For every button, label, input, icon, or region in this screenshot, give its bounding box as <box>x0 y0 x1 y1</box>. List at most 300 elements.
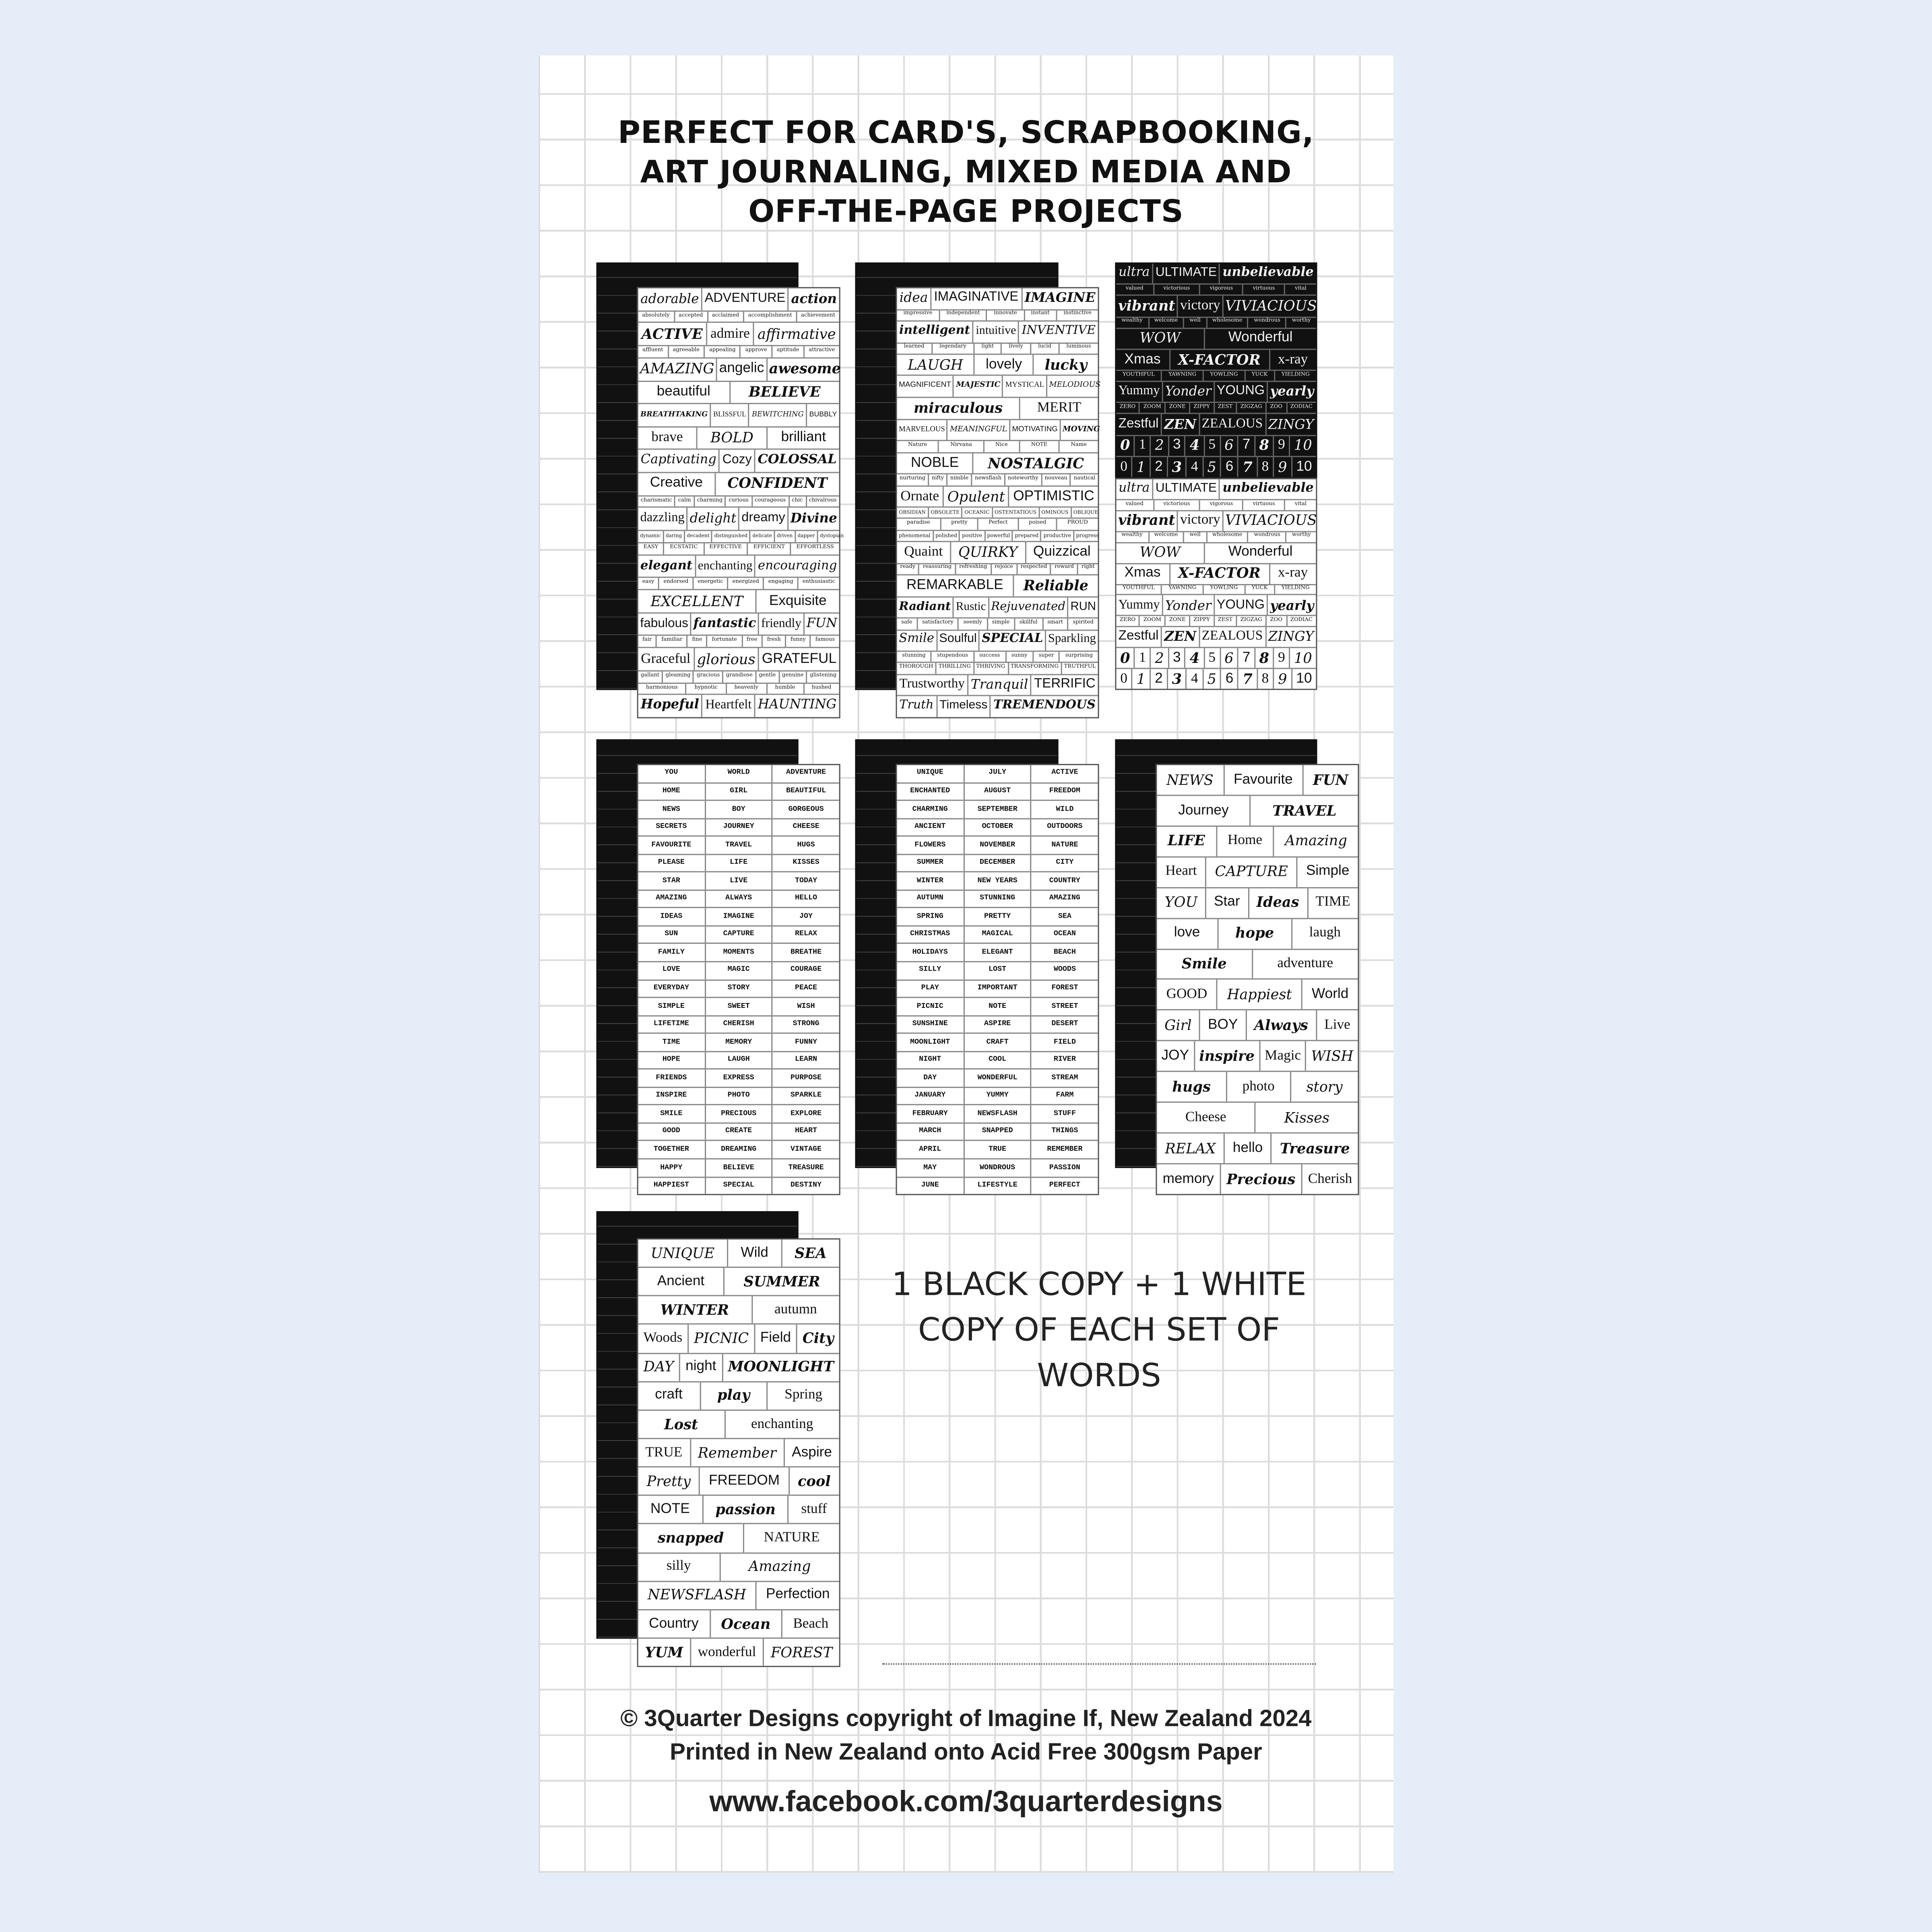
word-sticker: Cozy <box>720 450 755 472</box>
word-sticker: hugs <box>1157 1072 1227 1102</box>
word-sticker: fresh <box>763 636 786 647</box>
word-sticker: sunny <box>1006 652 1034 662</box>
word-sticker: BREATHTAKING <box>638 404 711 426</box>
word-row <box>897 442 1098 453</box>
word-row <box>638 1016 839 1034</box>
word-sticker: stuff <box>801 1502 827 1517</box>
word-sticker: LIFE <box>1157 827 1217 856</box>
word-row <box>897 310 1098 322</box>
word-row <box>1116 596 1316 617</box>
word-sticker: FOREST <box>1051 983 1078 992</box>
word-row <box>638 381 839 404</box>
word-sticker: ELEGANT <box>964 944 1032 961</box>
word-sticker: reassuring <box>920 564 956 574</box>
word-row <box>638 891 839 909</box>
word-sticker: NOTE <box>1020 442 1060 452</box>
word-sticker: Ancient <box>638 1268 725 1295</box>
word-sticker: IMAGINE <box>1024 290 1096 306</box>
word-sticker: stupendous <box>932 652 974 662</box>
word-sticker: Truth <box>897 697 937 717</box>
word-sticker: laugh <box>1309 925 1341 941</box>
word-sticker: 9 <box>1274 648 1290 668</box>
word-sticker: SIMPLE <box>638 998 706 1015</box>
word-sticker: play <box>700 1382 768 1410</box>
word-row <box>897 576 1098 597</box>
word-sticker: BLISSFUL <box>711 404 750 426</box>
word-sticker: affirmative <box>758 325 836 343</box>
word-sticker: independent <box>940 310 987 320</box>
word-row <box>897 1016 1098 1034</box>
word-sticker: Amazing <box>1285 832 1347 850</box>
word-sticker: polished <box>933 531 960 541</box>
word-sticker: Quizzical <box>1033 545 1091 559</box>
word-row <box>1116 371 1316 382</box>
word-sticker: Wild <box>728 1240 782 1267</box>
word-sticker: NEWS <box>638 801 706 817</box>
word-sticker: friendly <box>759 613 805 635</box>
facebook-url[interactable]: www.facebook.com/3quarterdesigns <box>709 1785 1223 1819</box>
word-sticker: ANCIENT <box>897 819 964 836</box>
word-sticker: ZOO <box>1267 617 1287 626</box>
word-row <box>1116 296 1316 318</box>
word-sticker: JOURNEY <box>706 819 773 836</box>
word-row <box>1157 1103 1358 1133</box>
word-sticker: chivalrous <box>809 497 837 504</box>
sticker-sheet-6-white <box>1156 764 1359 1195</box>
word-sticker: enthusiastic <box>802 579 835 586</box>
word-sticker: TOGETHER <box>638 1141 706 1158</box>
word-sticker: NEWSFLASH <box>964 1106 1032 1122</box>
word-row <box>897 783 1098 801</box>
word-row <box>638 613 839 636</box>
word-sticker: WOW <box>1116 543 1205 563</box>
word-sticker: REMEMBER <box>1047 1144 1083 1154</box>
word-row <box>897 944 1098 962</box>
word-sticker: Nirvana <box>939 442 985 452</box>
word-row <box>897 355 1098 376</box>
word-sticker: vital <box>1295 501 1307 507</box>
word-sticker: 4 <box>1187 669 1203 689</box>
word-sticker: LEARN <box>795 1055 817 1064</box>
word-sticker: ULTIMATE <box>1153 479 1220 499</box>
word-sticker: fortunate <box>708 636 742 647</box>
word-sticker: courageous <box>752 496 789 507</box>
word-sticker: noteworthy <box>1005 475 1042 485</box>
word-sticker: SUMMER <box>897 855 964 871</box>
word-sticker: STORY <box>706 980 773 997</box>
word-sticker: wealthy <box>1116 532 1149 542</box>
word-row <box>897 1106 1098 1124</box>
word-sticker: JUNE <box>897 1177 964 1194</box>
word-sticker: SEA <box>1058 911 1071 921</box>
word-sticker: JANUARY <box>897 1088 964 1104</box>
word-sticker: valued <box>1116 285 1154 295</box>
word-sticker: well <box>1184 317 1207 327</box>
word-sticker: JULY <box>964 765 1032 782</box>
word-sticker: Sparkling <box>1048 632 1096 646</box>
word-sticker: DAY <box>897 1070 964 1086</box>
word-row <box>897 855 1098 873</box>
word-sticker: spirited <box>1073 619 1094 626</box>
word-sticker: IDEAS <box>638 908 706 925</box>
word-sticker: FLOWERS <box>897 837 964 853</box>
word-row <box>638 1160 839 1178</box>
word-row <box>638 1496 839 1525</box>
word-sticker: action <box>791 291 837 307</box>
word-sticker: Hopeful <box>638 696 703 717</box>
word-sticker: admire <box>707 323 754 345</box>
word-sticker: ZEN <box>1162 415 1200 435</box>
word-row <box>897 1052 1098 1070</box>
word-row <box>1157 857 1358 888</box>
word-sticker: FUN <box>806 616 837 631</box>
word-row <box>897 765 1098 783</box>
word-sticker: PHOTO <box>706 1088 773 1104</box>
word-sticker: YUMMY <box>964 1088 1032 1104</box>
word-sticker: Live <box>1324 1018 1350 1033</box>
word-row <box>638 908 839 927</box>
word-sticker: NOTE <box>638 1496 703 1523</box>
word-sticker: 9 <box>1274 669 1292 689</box>
word-sticker: JOY <box>799 911 813 921</box>
word-row <box>638 783 839 801</box>
word-sticker: ZOO <box>1267 403 1287 413</box>
word-sticker: vibrant <box>1116 296 1178 316</box>
word-sticker: ACTIVE <box>1051 768 1078 777</box>
word-sticker: DECEMBER <box>964 855 1032 871</box>
word-sticker: YOUNG <box>1215 382 1268 402</box>
word-sticker: FIELD <box>1053 1037 1076 1046</box>
word-sticker: 2 <box>1151 436 1169 456</box>
word-sticker: YOUTHFUL <box>1116 371 1162 381</box>
word-sticker: Captivating <box>638 450 720 472</box>
word-sticker: MARCH <box>897 1124 964 1140</box>
word-sticker: nautical <box>1073 475 1096 482</box>
sticker-sheet-1-white <box>637 287 844 718</box>
word-sticker: TRANSFORMING <box>1009 663 1062 673</box>
word-sticker: charismatic <box>638 496 676 507</box>
word-sticker: Quaint <box>897 542 951 563</box>
word-row <box>638 671 839 683</box>
word-sticker: FEBRUARY <box>897 1106 964 1122</box>
word-row <box>1157 919 1358 949</box>
word-sticker: Amazing <box>748 1558 811 1575</box>
word-sticker: Opulent <box>944 486 1010 507</box>
word-row <box>1116 403 1316 415</box>
word-sticker: FOREST <box>770 1643 832 1661</box>
word-sticker: YUM <box>638 1639 691 1666</box>
word-sticker: Divine <box>790 510 837 527</box>
word-sticker: craft <box>638 1382 701 1410</box>
word-sticker: SUNSHINE <box>897 1016 964 1032</box>
word-sticker: photo <box>1227 1072 1291 1102</box>
word-sticker: 2 <box>1151 457 1168 477</box>
word-row <box>897 475 1098 486</box>
word-sticker: yearly <box>1270 597 1314 613</box>
word-sticker: Home <box>1217 827 1274 856</box>
word-sticker: ZIPPY <box>1190 617 1214 626</box>
word-sticker: 7 <box>1238 436 1255 456</box>
word-sticker: STUFF <box>1053 1108 1076 1118</box>
word-row <box>638 1325 839 1354</box>
word-sticker: gentle <box>756 671 779 682</box>
word-sticker: miraculous <box>897 398 1021 419</box>
word-sticker: GORGEOUS <box>788 804 824 813</box>
word-row <box>1116 479 1316 500</box>
word-row <box>897 1141 1098 1160</box>
word-sticker: STUNNING <box>964 891 1032 907</box>
word-sticker: Aspire <box>792 1445 832 1460</box>
word-sticker: 3 <box>1169 648 1186 668</box>
word-sticker: Always <box>1247 1011 1317 1040</box>
word-row <box>897 453 1098 475</box>
word-sticker: OMINOUS <box>1040 508 1071 518</box>
headline-line-1: PERFECT FOR CARD'S, SCRAPBOOKING, <box>618 114 1314 151</box>
copy-note <box>882 1263 1316 1400</box>
word-sticker: RIVER <box>1053 1055 1076 1064</box>
word-sticker: WOW <box>1116 328 1205 349</box>
word-row <box>1116 382 1316 403</box>
word-row <box>638 636 839 648</box>
word-sticker: EXPLORE <box>790 1108 822 1118</box>
word-row <box>638 1411 839 1439</box>
word-sticker: progress <box>1076 532 1099 538</box>
sticker-sheet-5-white <box>896 764 1099 1195</box>
word-sticker: WISH <box>797 1001 815 1010</box>
word-sticker: QUIRKY <box>951 542 1026 563</box>
word-sticker: ZEALOUS <box>1199 627 1266 647</box>
word-sticker: THINGS <box>1051 1127 1078 1135</box>
word-row <box>638 1354 839 1382</box>
word-sticker: Yummy <box>1116 382 1163 402</box>
word-sticker: surprising <box>1065 653 1093 659</box>
word-sticker: ZERO <box>1116 617 1140 626</box>
word-sticker: UNIQUE <box>638 1240 729 1267</box>
word-sticker: JOY <box>1157 1042 1195 1071</box>
word-row <box>1157 888 1358 919</box>
word-sticker: YOUTHFUL <box>1116 585 1162 594</box>
word-sticker: gracious <box>694 671 724 682</box>
word-sticker: Cherish <box>1308 1171 1352 1186</box>
word-row <box>638 1525 839 1553</box>
word-row <box>638 648 839 671</box>
word-row <box>638 801 839 819</box>
word-sticker: 6 <box>1222 457 1238 477</box>
word-sticker: 10 <box>1296 459 1312 474</box>
word-sticker: THRIVING <box>974 663 1008 673</box>
word-sticker: PICNIC <box>689 1325 755 1352</box>
word-sticker: inspire <box>1195 1042 1260 1071</box>
word-sticker: right <box>1081 565 1095 571</box>
word-sticker: 10 <box>1296 671 1312 686</box>
word-sticker: SILLY <box>897 962 964 979</box>
word-row <box>638 1468 839 1496</box>
word-sticker: unbelievable <box>1222 265 1314 281</box>
word-sticker: innovate <box>988 310 1025 320</box>
word-sticker: MELODIOUS <box>1049 381 1101 390</box>
word-sticker: SPECIAL <box>706 1177 773 1194</box>
word-sticker: NATURE <box>764 1530 820 1546</box>
word-sticker: AMAZING <box>638 358 717 380</box>
word-row <box>1116 511 1316 532</box>
word-sticker: WONDERFUL <box>964 1070 1032 1086</box>
word-sticker: CONFIDENT <box>727 475 828 492</box>
word-row <box>1116 585 1316 596</box>
word-row <box>1157 1133 1358 1164</box>
word-sticker: energized <box>729 578 764 589</box>
word-row <box>1157 765 1358 796</box>
word-sticker: agreeable <box>669 346 705 357</box>
word-sticker: AMAZING <box>638 891 706 907</box>
copyright-text: © 3Quarter Designs copyright of Imagine If, New Zealand 2024 <box>620 1706 1312 1733</box>
word-row <box>1157 1072 1358 1103</box>
word-sticker: Cheese <box>1157 1103 1256 1132</box>
word-sticker: OSTENTATIOUS <box>993 508 1039 518</box>
word-sticker: OPTIMISTIC <box>1013 488 1094 504</box>
word-sticker: ACTIVE <box>638 323 707 345</box>
word-sticker: ALWAYS <box>706 891 773 907</box>
word-sticker: nifty <box>929 475 948 485</box>
word-row <box>897 1088 1098 1106</box>
word-sticker: GIRL <box>706 783 773 800</box>
word-sticker: SEPTEMBER <box>964 801 1032 817</box>
word-sticker: EVERYDAY <box>638 980 706 997</box>
word-row <box>1116 500 1316 511</box>
word-sticker: TRUTHFUL <box>1064 664 1096 671</box>
word-sticker: heavenly <box>727 683 767 694</box>
word-sticker: MAY <box>897 1160 964 1176</box>
word-sticker: wondrous <box>1249 317 1286 327</box>
headline-line-2: ART JOURNALING, MIXED MEDIA AND <box>640 154 1292 190</box>
word-sticker: Heartfelt <box>703 696 755 717</box>
word-sticker: welcome <box>1149 532 1185 542</box>
word-sticker: victorious <box>1154 500 1200 510</box>
word-sticker: ASPIRE <box>964 1016 1032 1032</box>
word-sticker: light <box>974 343 1002 353</box>
word-sticker: SPARKLE <box>790 1091 822 1100</box>
word-row <box>638 288 839 311</box>
word-sticker: instinctive <box>1063 311 1092 317</box>
word-sticker: ADVENTURE <box>786 768 826 777</box>
word-sticker: satisfactory <box>918 619 959 629</box>
sticker-sheet-7-white <box>637 1238 840 1667</box>
word-row <box>638 1070 839 1088</box>
word-sticker: passion <box>703 1496 789 1523</box>
word-sticker: CAPTURE <box>706 927 773 943</box>
word-row <box>638 404 839 427</box>
word-row <box>897 597 1098 619</box>
word-sticker: genuine <box>780 671 807 682</box>
word-sticker: free <box>742 636 763 647</box>
word-sticker: VINTAGE <box>790 1144 822 1154</box>
word-sticker: BOY <box>706 801 773 817</box>
word-sticker: NATURE <box>1051 840 1078 849</box>
word-row <box>638 819 839 837</box>
word-sticker: worthy <box>1292 533 1311 539</box>
word-sticker: Nice <box>984 442 1020 452</box>
word-row <box>897 420 1098 442</box>
word-sticker: LOST <box>964 962 1032 979</box>
word-sticker: HOLIDAYS <box>897 944 964 961</box>
word-sticker: BELIEVE <box>706 1160 773 1176</box>
copy-note-line-2: COPY OF EACH SET OF <box>918 1312 1280 1350</box>
word-sticker: 2 <box>1151 669 1168 689</box>
word-sticker: chic <box>789 496 806 507</box>
word-sticker: HOME <box>638 783 706 800</box>
word-sticker: Country <box>638 1610 710 1637</box>
word-row <box>638 1296 839 1325</box>
word-sticker: poised <box>1019 519 1057 529</box>
word-sticker: MOONLIGHT <box>897 1034 964 1051</box>
word-sticker: DESTINY <box>790 1180 822 1189</box>
word-sticker: HEART <box>795 1127 817 1135</box>
word-row <box>897 801 1098 819</box>
word-row <box>897 486 1098 508</box>
word-sticker: NEWSFLASH <box>638 1582 757 1609</box>
word-sticker: MYSTICAL <box>1003 376 1047 397</box>
word-sticker: 5 <box>1205 436 1221 456</box>
word-sticker: virtuous <box>1243 500 1285 510</box>
word-sticker: ZEN <box>1162 627 1200 647</box>
word-row <box>897 891 1098 909</box>
word-sticker: OUTDOORS <box>1047 822 1083 831</box>
word-sticker: Rustic <box>954 597 989 617</box>
word-sticker: GRATEFUL <box>762 651 837 667</box>
word-sticker: cool <box>797 1472 831 1490</box>
word-sticker: night <box>680 1354 722 1381</box>
word-sticker: driven <box>775 531 796 542</box>
sticker-sheet-4-white <box>637 764 840 1195</box>
word-sticker: 8 <box>1255 436 1274 456</box>
word-row <box>638 837 839 855</box>
word-sticker: ZOOM <box>1140 403 1166 413</box>
word-sticker: EFFECTIVE <box>704 543 748 554</box>
word-row <box>897 630 1098 652</box>
word-row <box>1116 285 1316 296</box>
word-sticker: TODAY <box>795 875 817 885</box>
word-sticker: ZIPPY <box>1190 403 1214 413</box>
word-sticker: wholesome <box>1207 317 1249 327</box>
word-row <box>1157 980 1358 1011</box>
word-row <box>1116 350 1316 371</box>
word-sticker: silly <box>638 1553 720 1581</box>
word-sticker: distinguished <box>712 531 751 542</box>
word-sticker: SPECIAL <box>980 630 1046 651</box>
word-row <box>638 496 839 508</box>
word-sticker: hushed <box>811 685 832 691</box>
word-row <box>897 542 1098 564</box>
word-sticker: Happiest <box>1218 980 1302 1009</box>
word-row <box>638 1639 839 1666</box>
word-sticker: 0 <box>1116 669 1132 689</box>
word-sticker: SEA <box>794 1244 827 1261</box>
copy-note-line-1: 1 BLACK COPY + 1 WHITE <box>892 1266 1307 1304</box>
word-sticker: ZEST <box>1214 403 1237 413</box>
word-sticker: autumn <box>774 1302 817 1317</box>
word-row <box>1157 1042 1358 1072</box>
word-sticker: ZONE <box>1166 617 1190 626</box>
word-sticker: impressive <box>897 310 940 320</box>
word-sticker: TIME <box>638 1034 706 1051</box>
word-row <box>638 1177 839 1194</box>
word-sticker: NOVEMBER <box>964 837 1032 853</box>
word-row <box>638 358 839 381</box>
word-sticker: Girl <box>1157 1011 1200 1040</box>
word-sticker: hello <box>1225 1133 1272 1163</box>
word-sticker: 4 <box>1186 648 1205 668</box>
word-sticker: OBSIDIAN <box>897 508 929 518</box>
word-sticker: OCEAN <box>1053 929 1076 938</box>
